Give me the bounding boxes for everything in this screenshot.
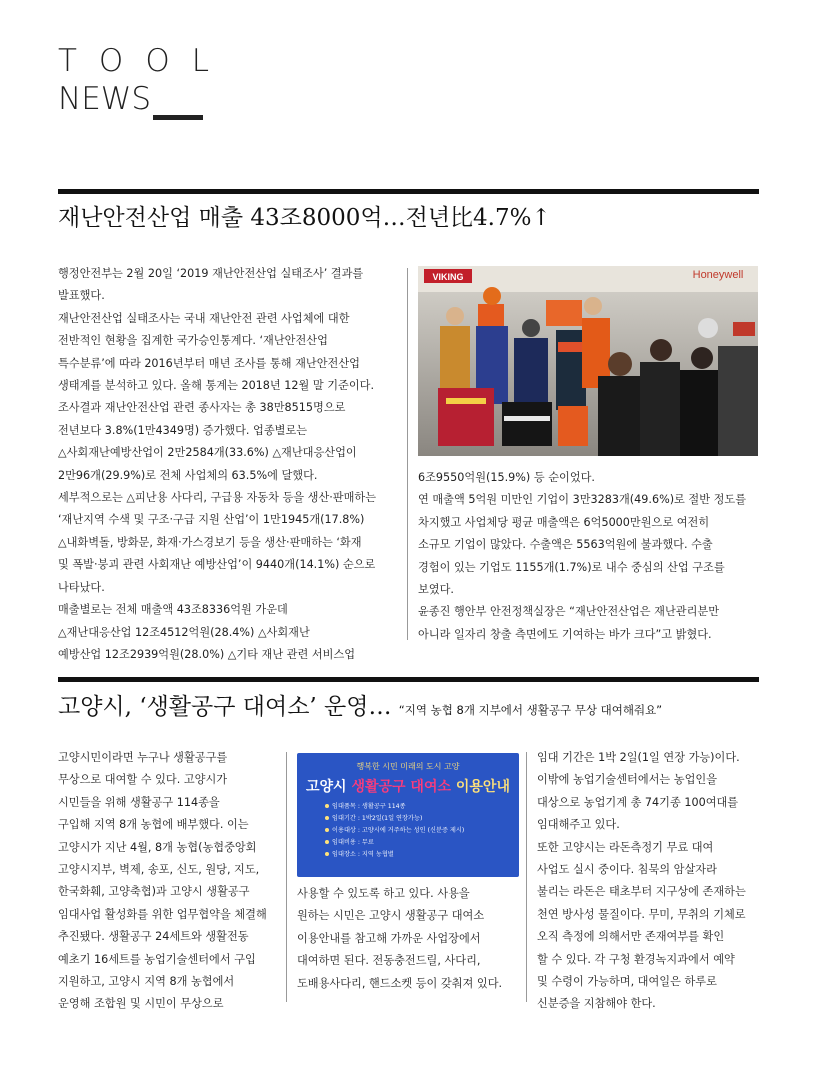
text-line: 무상으로 대여할 수 있다. 고양시가 bbox=[58, 773, 228, 787]
poster-item: 임대장소 : 지역 농협별 bbox=[332, 851, 394, 858]
text-line: 또한 고양시는 라돈측정기 무료 대여 bbox=[537, 840, 714, 854]
poster-item: 임대기간 : 1박2일(1일 연장가능) bbox=[332, 815, 423, 822]
poster-graphic bbox=[297, 753, 519, 877]
text-line: 2만96개(29.9%)로 전체 사업체의 63.5%에 달했다. bbox=[58, 468, 318, 482]
text-line: 고양시가 지난 4월, 8개 농협(농협중앙회 bbox=[58, 840, 257, 854]
text-line: 아니라 일자리 창출 측면에도 기여하는 바가 크다”고 밝혔다. bbox=[418, 627, 712, 641]
photo-illustration bbox=[418, 266, 758, 456]
text-line: △사회재난예방산업이 2만2584개(33.6%) △재난대응산업이 bbox=[58, 446, 357, 460]
text-line: 예방산업 12조2939억원(28.0%) △기타 재난 관련 서비스업 bbox=[58, 647, 356, 661]
text-line: 구입해 지역 8개 농협에 배부했다. 이는 bbox=[58, 818, 249, 832]
text-line: 천연 방사성 물질이다. 무미, 무취의 기체로 bbox=[537, 907, 746, 921]
column-divider bbox=[286, 752, 287, 1002]
poster-item: 임대비용 : 무료 bbox=[332, 839, 374, 846]
text-line: 소규모 기업이 많았다. 수출액은 5563억원에 불과했다. 수출 bbox=[418, 538, 713, 552]
text-line: 지원하고, 고양시 지역 8개 농협에서 bbox=[58, 975, 235, 989]
article2-column-2 bbox=[297, 883, 527, 995]
poster-title-mid: 생활공구 대여소 bbox=[351, 779, 452, 795]
text-line: 한국화훼, 고양축협)과 고양시 생활공구 bbox=[58, 885, 250, 899]
sign-right-label: Honeywell bbox=[692, 269, 744, 281]
text-line: 보였다. bbox=[418, 583, 454, 597]
text-line: 재난안전산업 실태조사는 국내 재난안전 관련 사업체에 대한 bbox=[58, 311, 350, 325]
text-line: 시민들을 위해 생활공구 114종을 bbox=[58, 795, 220, 809]
text-line: 대여하면 된다. 전동충전드릴, 사다리, bbox=[297, 954, 481, 968]
masthead-underline bbox=[153, 115, 203, 120]
text-line: 예초기 16세트를 농업기술센터에서 구입 bbox=[58, 952, 256, 966]
text-line: 차지했고 사업체당 평균 매출액은 6억5000만원으로 여전히 bbox=[418, 515, 710, 529]
text-line: 원하는 시민은 고양시 생활공구 대여소 bbox=[297, 909, 485, 923]
text-line: △재난대응산업 12조4512억원(28.4%) △사회재난 bbox=[58, 625, 310, 639]
text-line: 발표했다. bbox=[58, 289, 105, 303]
poster-title-right: 이용안내 bbox=[451, 779, 510, 795]
text-line: 전반적인 현황을 집계한 국가승인통계다. ‘재난안전산업 bbox=[58, 334, 328, 348]
text-line: 추진됐다. 생활공구 24세트와 생활전동 bbox=[58, 930, 249, 944]
text-line: 운영해 조합원 및 시민이 무상으로 bbox=[58, 997, 224, 1011]
text-line: △내화벽돌, 방화문, 화재·가스경보기 등을 생산·판매하는 ‘화재 bbox=[58, 535, 362, 549]
article1-column-2 bbox=[418, 467, 763, 646]
column-divider bbox=[526, 752, 527, 1002]
article1-headline: 재난안전산업 매출 43조8000억…전년比4.7%↑ bbox=[58, 205, 551, 231]
text-line: 고양시지부, 벽제, 송포, 신도, 원당, 지도, bbox=[58, 863, 260, 877]
article2-column-3 bbox=[537, 747, 762, 1016]
text-line: 임대해주고 있다. bbox=[537, 818, 620, 832]
text-line: 이용안내를 참고해 가까운 사업장에서 bbox=[297, 931, 481, 945]
text-line: 불리는 라돈은 태초부터 지구상에 존재하는 bbox=[537, 885, 746, 899]
text-line: 고양시민이라면 누구나 생활공구를 bbox=[58, 751, 228, 764]
poster-tagline: 행복한 시민 미래의 도시 고양 bbox=[356, 762, 460, 771]
article2-headline-row bbox=[58, 694, 662, 722]
text-line: 임대사업 활성화를 위한 업무협약을 체결해 bbox=[58, 907, 267, 921]
text-line: 세부적으로는 △피난용 사다리, 구급용 자동차 등을 생산·판매하는 bbox=[58, 491, 377, 505]
text-line: 생태계를 분석하고 있다. 올해 통계는 2018년 12월 말 기준이다. bbox=[58, 379, 375, 393]
text-line: 도배용사다리, 핸드소켓 등이 갖춰져 있다. bbox=[297, 976, 503, 990]
text-line: 전년보다 3.8%(1만4349명) 증가했다. 업종별로는 bbox=[58, 423, 308, 437]
text-line: ‘재난지역 수색 및 구조·구급 지원 산업’이 1만1945개(17.8%) bbox=[58, 513, 365, 527]
text-line: 이밖에 농업기술센터에서는 농업인을 bbox=[537, 773, 718, 787]
text-line: 6조9550억원(15.9%) 등 순이었다. bbox=[418, 471, 595, 484]
text-line: 조사결과 재난안전산업 관련 종사자는 총 38만8515명으로 bbox=[58, 401, 346, 415]
text-line: 사업도 실시 중이다. 침묵의 암살자라 bbox=[537, 863, 717, 877]
text-line: 특수분류’에 따라 2016년부터 매년 조사를 통해 재난안전산업 bbox=[58, 356, 360, 370]
safety-expo-photo bbox=[418, 266, 758, 456]
text-line: 나타났다. bbox=[58, 580, 105, 594]
column-divider bbox=[407, 268, 408, 640]
text-line: 및 수령이 가능하며, 대여일은 하루로 bbox=[537, 975, 717, 989]
text-line: 오직 측정에 의해서만 존재여부를 확인 bbox=[537, 930, 725, 944]
text-line: 행정안전부는 2월 20일 ‘2019 재난안전산업 실태조사’ 결과를 bbox=[58, 267, 364, 280]
poster-title-left: 고양시 bbox=[306, 779, 352, 795]
text-line: 대상으로 농업기계 총 74기종 100여대를 bbox=[537, 795, 739, 809]
sign-left-label: VIKING bbox=[432, 272, 464, 282]
poster-item: 임대품목 : 생활공구 114종 bbox=[332, 803, 406, 810]
text-line: 및 폭발·붕괴 관련 사회재난 예방산업’이 9440개(14.1%) 순으로 bbox=[58, 558, 376, 572]
article2-subheadline: “지역 농협 8개 지부에서 생활공구 무상 대여해줘요” bbox=[398, 703, 663, 717]
text-line: 매출별로는 전체 매출액 43조8336억원 가운데 bbox=[58, 603, 288, 617]
article2-column-1 bbox=[58, 747, 283, 1016]
poster-item: 이용대상 : 고양시에 거주하는 성인 (신분증 제시) bbox=[332, 827, 465, 834]
masthead-news: NEWS bbox=[58, 81, 152, 117]
text-line: 할 수 있다. 각 구청 환경녹지과에서 예약 bbox=[537, 952, 735, 966]
text-line: 경험이 있는 기업도 1155개(1.7%)로 내수 중심의 산업 구조를 bbox=[418, 560, 725, 574]
poster-title bbox=[305, 778, 510, 795]
text-line: 윤종진 행안부 안전정책실장은 “재난안전산업은 재난관리분만 bbox=[418, 605, 720, 619]
section-rule-2 bbox=[58, 677, 759, 682]
text-line: 사용할 수 있도록 하고 있다. 사용을 bbox=[297, 887, 470, 900]
masthead-tool: TOOL bbox=[58, 43, 232, 79]
text-line: 임대 기간은 1박 2일(1일 연장 가능)이다. bbox=[537, 751, 740, 764]
text-line: 신분증을 지참해야 한다. bbox=[537, 997, 656, 1011]
section-rule-1 bbox=[58, 189, 759, 194]
article2-headline: 고양시, ‘생활공구 대여소’ 운영… bbox=[58, 694, 392, 720]
article1-column-1 bbox=[58, 263, 406, 666]
tool-rental-poster bbox=[297, 753, 519, 877]
text-line: 연 매출액 5억원 미만인 기업이 3만3283개(49.6%)로 절반 정도를 bbox=[418, 493, 747, 507]
